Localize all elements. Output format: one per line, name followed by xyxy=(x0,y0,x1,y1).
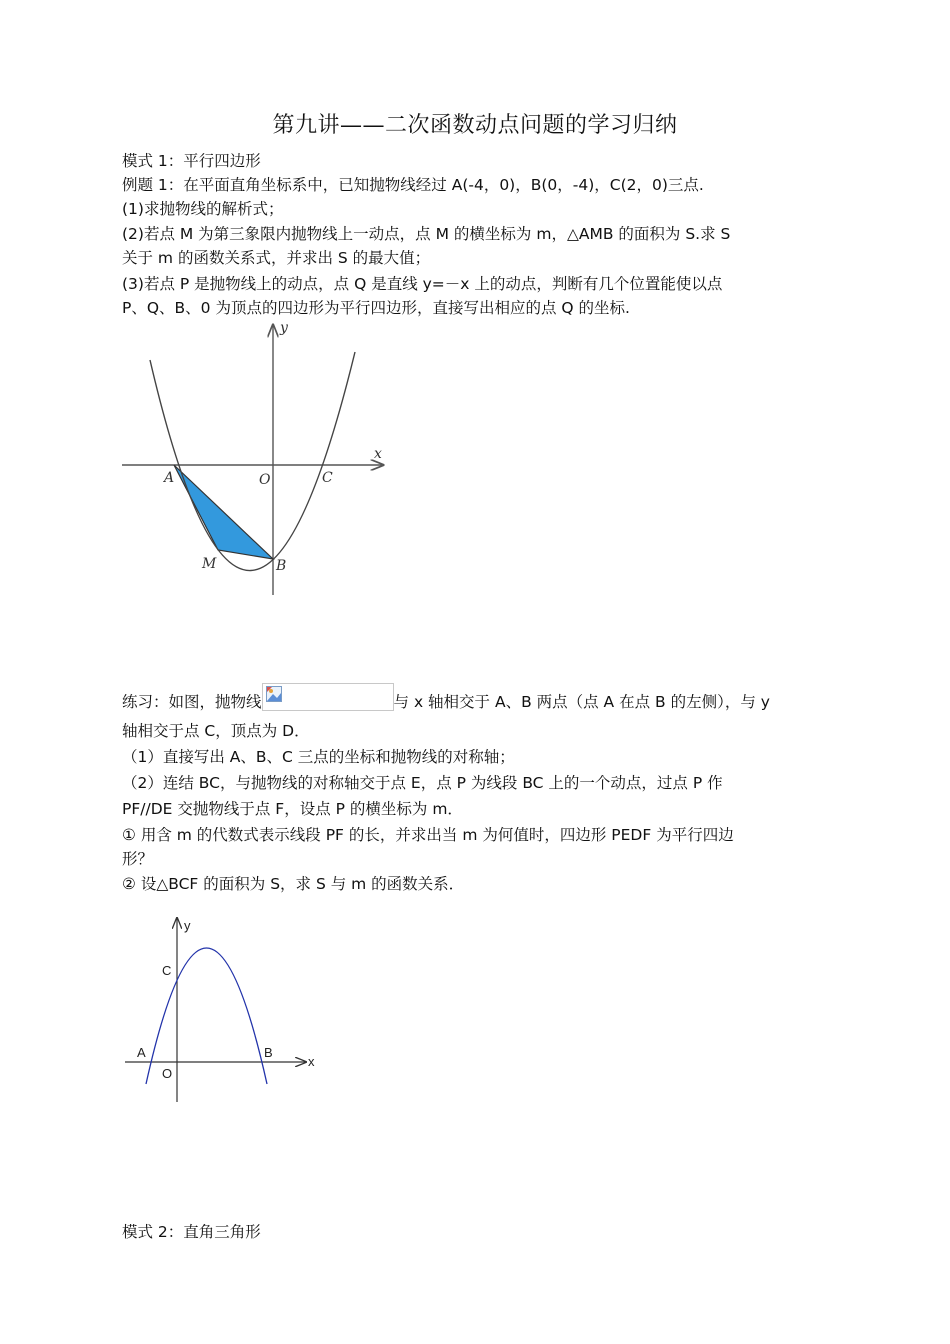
question-3-line1: (3)若点 P 是抛物线上的动点，点 Q 是直线 y=－x 上的动点，判断有几个位置能使以点 xyxy=(122,275,723,293)
origin-label: O xyxy=(162,1066,173,1081)
origin-label: O xyxy=(259,472,271,488)
point-b-label: B xyxy=(276,558,287,574)
practice-sub1-line1: ① 用含 m 的代数式表示线段 PF 的长，并求出当 m 为何值时，四边形 PEDF 为平行四边 xyxy=(122,826,734,844)
y-axis-label: y xyxy=(280,320,288,336)
practice-intro: 练习：如图，抛物线 xyxy=(122,693,262,711)
figure-2-parabola-diagram xyxy=(120,912,330,1108)
practice-sub1-line2: 形？ xyxy=(122,850,154,868)
practice-part2-line2: PF//DE 交抛物线于点 F，设点 P 的横坐标为 m． xyxy=(122,800,463,818)
page-title: 第九讲——二次函数动点问题的学习归纳 xyxy=(272,113,678,138)
parabola-curve xyxy=(150,352,355,571)
image-icon xyxy=(266,686,282,702)
point-a-label: A xyxy=(164,470,175,486)
point-c-label: C xyxy=(322,470,333,486)
question-1: (1)求抛物线的解析式； xyxy=(122,200,284,218)
point-m-label: M xyxy=(202,556,217,572)
section2-heading: 模式 2：直角三角形 xyxy=(122,1223,261,1241)
question-2-line1: (2)若点 M 为第三象限内抛物线上一动点，点 M 的横坐标为 m，△AMB 的面积为 S.求 S xyxy=(122,225,731,243)
point-a-label: A xyxy=(137,1045,146,1060)
practice-part1: （1）直接写出 A、B、C 三点的坐标和抛物线的对称轴； xyxy=(122,748,515,766)
practice-line1 xyxy=(122,683,834,713)
practice-intro-cont: 与 x 轴相交于 A、B 两点（点 A 在点 B 的左侧），与 y xyxy=(393,693,770,711)
example-text: 例题 1：在平面直角坐标系中，已知抛物线经过 A(-4，0)，B(0，-4)，C(2，0)三点. xyxy=(122,176,704,194)
y-axis-label: y xyxy=(184,918,191,933)
figure-1-parabola-diagram xyxy=(116,318,396,600)
practice-line2: 轴相交于点 C，顶点为 D． xyxy=(122,722,310,740)
practice-part2-line1: （2）连结 BC，与抛物线的对称轴交于点 E，点 P 为线段 BC 上的一个动点，过点 P 作 xyxy=(122,774,723,792)
practice-sub2: ② 设△BCF 的面积为 S，求 S 与 m 的函数关系． xyxy=(122,875,465,893)
question-3-line2: P、Q、B、0 为顶点的四边形为平行四边形，直接写出相应的点 Q 的坐标. xyxy=(122,299,630,317)
formula-image-placeholder xyxy=(262,683,394,711)
point-c-label: C xyxy=(162,963,172,978)
question-2-line2: 关于 m 的函数关系式，并求出 S 的最大值； xyxy=(122,249,431,267)
x-axis-label: x xyxy=(308,1054,315,1069)
section1-heading: 模式 1：平行四边形 xyxy=(122,152,261,170)
point-b-label: B xyxy=(264,1045,273,1060)
x-axis-label: x xyxy=(374,446,382,462)
